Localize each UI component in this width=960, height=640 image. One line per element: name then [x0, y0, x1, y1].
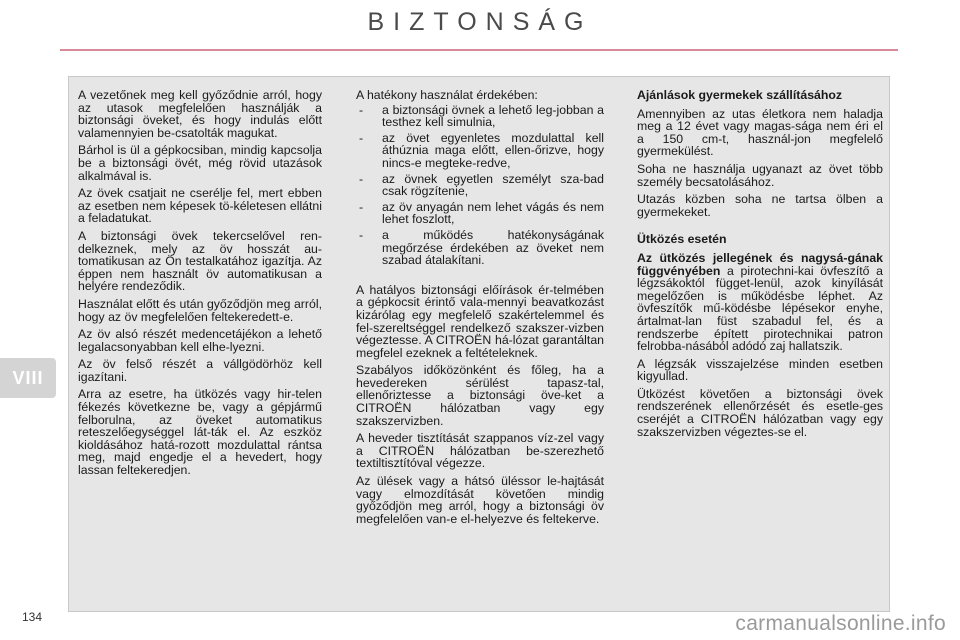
- paragraph: A heveder tisztítását szappanos víz-zel vagy a CITROËN hálózatban be-szerezhető textiltisztítóval végezze.: [356, 431, 604, 471]
- page-number: 134: [22, 610, 43, 624]
- watermark: carmanualsonline.info: [735, 612, 946, 635]
- list-item: - az öv anyagán nem lehet vágás és nem lehet foszlott,: [356, 201, 604, 226]
- paragraph: Utazás közben soha ne tartsa ölben a gyermekeket.: [637, 192, 883, 219]
- column-1: [78, 89, 322, 482]
- paragraph: A vezetőnek meg kell győződnie arról, hogy az utasok megfelelően használják a biztonsági öveket, és hogy indulás előtt valamennyien be-csatolták magukat.: [78, 88, 322, 140]
- column-2: [356, 89, 604, 530]
- section-heading-collision: Ütközés esetén: [637, 232, 727, 247]
- paragraph: Szabályos időközönként és főleg, ha a hevedereken sérülést tapasz-tal, ellenőriztesse a biztonsági öve-ket a CITROËN hálózatban vagy egy szakszervizben.: [356, 363, 604, 428]
- lead-text: a pirotechni-kai övfeszítő a légzsákoktól függet-lenül, azok kinyílását megelőzően is működésbe léphet. Az övfeszítők mű-ködésbe lépésekor enyhe, ártalmat-lan füst szabadul fel, és a rendszerbe épített pirotechnikai patron felrobba-násából adódó zaj hallatszik.: [637, 263, 883, 354]
- paragraph: Ütközést követően a biztonsági övek rendszerének ellenőrzését és esetle-ges cseréjét a CITROËN hálózatban vagy egy szakszervizben végeztes-se el.: [637, 386, 883, 439]
- list-item: - a biztonsági övnek a lehető leg-jobban a testhez kell simulnia,: [356, 104, 604, 129]
- title-divider: [60, 49, 898, 51]
- paragraph: Bárhol is ül a gépkocsiban, mindig kapcsolja be a biztonsági övét, még rövid utazások alkalmával is.: [78, 143, 322, 183]
- paragraph: Az öv alsó részét medencetájékon a lehető legalacsonyabban kell elhe-lyezni.: [78, 327, 322, 354]
- paragraph: Az ülések vagy a hátsó üléssor le-hajtását vagy elmozdítását követően mindig győződjön meg arról, hogy a biztonsági öv megfelelően van-e el-helyezve és feltekerve.: [356, 474, 604, 526]
- paragraph: A biztonsági övek tekercselővel ren-delkeznek, mely az öv hosszát au-tomatikusan az Ön testalkatához igazítja. Az éppen nem használt öv automatikusan a helyére rendeződik.: [78, 228, 322, 294]
- paragraph: Az öv felső részét a vállgödörhöz kell igazítani.: [78, 357, 322, 384]
- list-intro: A hatékony használat érdekében:: [356, 88, 538, 102]
- paragraph: Az övek csatjait ne cserélje fel, mert ebben az esetben nem képesek tö-kéletesen ellátni a feladatukat.: [78, 186, 322, 226]
- paragraph: Arra az esetre, ha ütközés vagy hir-telen fékezés következne be, vagy a gépjármű felborulna, az öveket automatikus reteszelőegységgel lát-ták el. Az eszköz kioldásához hatá-rozott mozdulattal rántsa meg, majd engedje el a hevedert, hogy lassan feltekeredjen.: [78, 387, 322, 478]
- paragraph: Amennyiben az utas életkora nem haladja meg a 12 évet vagy magas-sága nem éri el a 150 cm-t, használ-jon megfelelő gyermekülést.: [637, 106, 883, 159]
- chapter-tab: VIII: [0, 358, 56, 398]
- list-item: - az övet egyenletes mozdulattal kell áthúznia maga előtt, ellen-őrizve, hogy nincs-e megteke-redve,: [356, 132, 604, 170]
- bold-lead-text: Az ütközés jellegének és nagysá-gának függvényében: [637, 250, 883, 278]
- paragraph: [637, 252, 883, 353]
- list-item: - az övnek egyetlen személyt sza-bad csak rögzítenie,: [356, 173, 604, 198]
- content-panel: [68, 76, 890, 612]
- page-title: BIZTONSÁG: [367, 8, 593, 36]
- paragraph: A hatályos biztonsági előírások ér-telmében a gépkocsit érintő vala-mennyi beavatkozást kizárólag egy megfelelő szakértelemmel és fel-szereltséggel rendelkező szakszer-vizben végeztesse. A CITROËN há-lózat garantáltan megfelel ezeknek a feltételeknek.: [356, 282, 604, 360]
- spacer: [356, 270, 604, 284]
- section-heading-children: Ajánlások gyermekek szállításához: [637, 88, 843, 102]
- paragraph: Használat előtt és után győződjön meg arról, hogy az öv megfelelően feltekeredett-e.: [78, 296, 322, 324]
- usage-list: [356, 104, 604, 267]
- list-item: - a működés hatékonyságának megőrzése érdekében az öveket nem szabad átalakítani.: [356, 229, 604, 267]
- paragraph: Soha ne használja ugyanazt az övet több személy becsatolásához.: [637, 161, 883, 189]
- column-3: [637, 89, 883, 443]
- paragraph: A légzsák visszajelzése minden esetben kigyullad.: [637, 356, 883, 384]
